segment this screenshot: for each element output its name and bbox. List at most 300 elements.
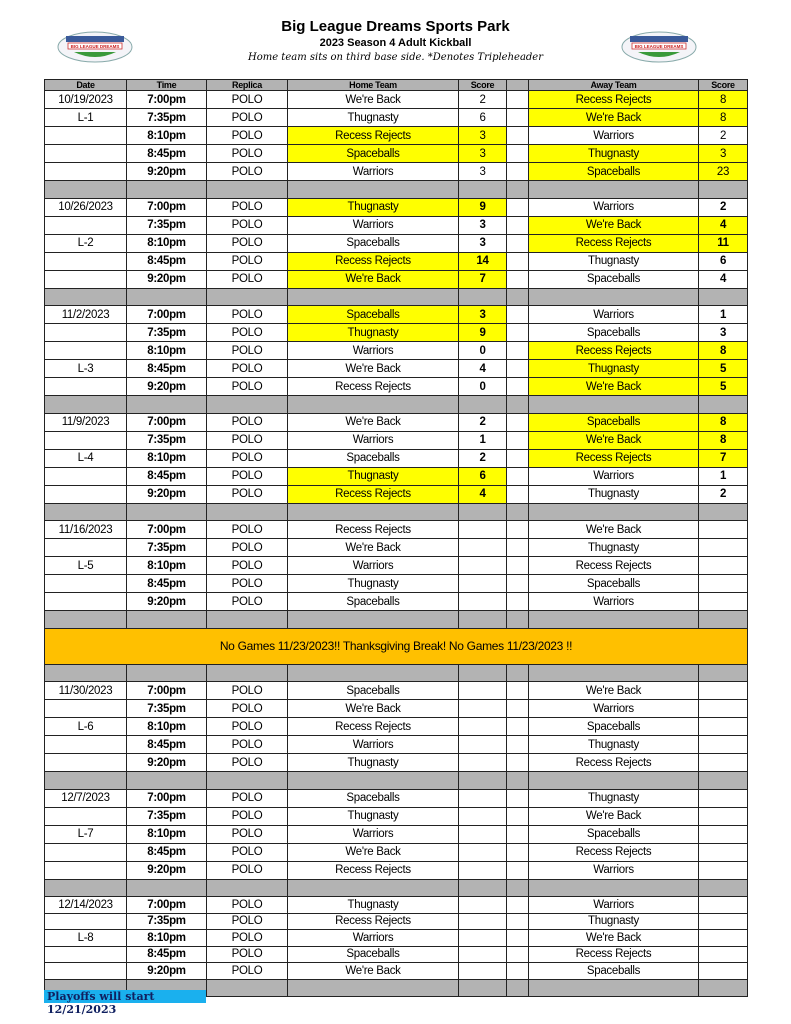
- game-row: [45, 736, 748, 754]
- away-team: Warriors: [529, 198, 699, 216]
- away-score: [699, 897, 748, 914]
- separator-cell: [288, 396, 459, 414]
- separator-cell: [288, 772, 459, 790]
- away-score: [699, 575, 748, 593]
- away-score: [699, 754, 748, 772]
- separator-cell: [459, 611, 507, 629]
- field-name: POLO: [207, 682, 288, 700]
- game-row: [45, 252, 748, 270]
- field-name: POLO: [207, 946, 288, 963]
- separator-cell: [459, 503, 507, 521]
- game-time: 7:00pm: [127, 198, 207, 216]
- page-title: Big League Dreams Sports Park: [281, 18, 510, 35]
- field-name: POLO: [207, 897, 288, 914]
- home-team: Warriors: [288, 342, 459, 360]
- date-cell: [45, 963, 127, 980]
- field-name: POLO: [207, 467, 288, 485]
- away-team: Warriors: [529, 467, 699, 485]
- game-time: 9:20pm: [127, 754, 207, 772]
- separator-row: [45, 664, 748, 682]
- away-score: [699, 963, 748, 980]
- field-name: POLO: [207, 91, 288, 109]
- game-time: 7:00pm: [127, 521, 207, 539]
- separator-cell: [207, 611, 288, 629]
- date-cell: [45, 431, 127, 449]
- away-score: [699, 825, 748, 843]
- separator-cell: [529, 181, 699, 199]
- column-header: Score: [459, 80, 507, 91]
- game-row: [45, 109, 748, 127]
- away-team: Recess Rejects: [529, 557, 699, 575]
- separator-cell: [507, 288, 529, 306]
- away-team: Spaceballs: [529, 163, 699, 181]
- date-cell: [45, 913, 127, 930]
- away-score: 5: [699, 378, 748, 396]
- spacer-cell: [507, 198, 529, 216]
- field-name: POLO: [207, 843, 288, 861]
- week-label: L-2: [45, 234, 127, 252]
- home-team: Warriors: [288, 930, 459, 947]
- separator-cell: [529, 772, 699, 790]
- game-row: [45, 913, 748, 930]
- spacer-cell: [507, 897, 529, 914]
- game-time: 8:45pm: [127, 843, 207, 861]
- away-score: 6: [699, 252, 748, 270]
- season-subtitle: 2023 Season 4 Adult Kickball: [319, 37, 472, 49]
- separator-cell: [288, 181, 459, 199]
- game-row: [45, 467, 748, 485]
- away-score: 5: [699, 360, 748, 378]
- home-score: 9: [459, 198, 507, 216]
- game-row: [45, 789, 748, 807]
- away-team: Thugnasty: [529, 360, 699, 378]
- away-team: Warriors: [529, 861, 699, 879]
- home-team: Spaceballs: [288, 789, 459, 807]
- home-score: 2: [459, 413, 507, 431]
- field-name: POLO: [207, 521, 288, 539]
- field-name: POLO: [207, 360, 288, 378]
- game-time: 8:45pm: [127, 360, 207, 378]
- separator-cell: [207, 979, 288, 997]
- separator-cell: [207, 879, 288, 897]
- home-score: [459, 963, 507, 980]
- home-score: [459, 930, 507, 947]
- away-score: 3: [699, 145, 748, 163]
- away-team: We're Back: [529, 521, 699, 539]
- week-date: 12/7/2023: [45, 789, 127, 807]
- separator-cell: [127, 396, 207, 414]
- home-score: 2: [459, 449, 507, 467]
- separator-cell: [507, 503, 529, 521]
- field-name: POLO: [207, 127, 288, 145]
- separator-cell: [699, 503, 748, 521]
- separator-row: [45, 879, 748, 897]
- spacer-cell: [507, 234, 529, 252]
- away-team: We're Back: [529, 431, 699, 449]
- field-name: POLO: [207, 485, 288, 503]
- spacer-cell: [507, 913, 529, 930]
- away-score: 8: [699, 431, 748, 449]
- away-team: Spaceballs: [529, 575, 699, 593]
- field-name: POLO: [207, 700, 288, 718]
- field-name: POLO: [207, 754, 288, 772]
- field-name: POLO: [207, 593, 288, 611]
- separator-cell: [699, 611, 748, 629]
- home-team: Thugnasty: [288, 198, 459, 216]
- spacer-cell: [507, 145, 529, 163]
- game-row: [45, 378, 748, 396]
- separator-cell: [127, 772, 207, 790]
- spacer-cell: [507, 736, 529, 754]
- home-score: [459, 593, 507, 611]
- game-time: 8:45pm: [127, 575, 207, 593]
- separator-cell: [699, 879, 748, 897]
- separator-cell: [459, 288, 507, 306]
- away-team: We're Back: [529, 378, 699, 396]
- column-header: Time: [127, 80, 207, 91]
- home-score: 0: [459, 342, 507, 360]
- game-time: 9:20pm: [127, 163, 207, 181]
- home-team: Recess Rejects: [288, 861, 459, 879]
- separator-cell: [529, 288, 699, 306]
- home-team: Recess Rejects: [288, 485, 459, 503]
- away-team: We're Back: [529, 682, 699, 700]
- away-score: [699, 807, 748, 825]
- away-score: 2: [699, 127, 748, 145]
- game-time: 7:00pm: [127, 306, 207, 324]
- home-team: Thugnasty: [288, 575, 459, 593]
- away-team: Warriors: [529, 897, 699, 914]
- away-score: [699, 593, 748, 611]
- separator-cell: [459, 772, 507, 790]
- field-name: POLO: [207, 930, 288, 947]
- week-date: 12/14/2023: [45, 897, 127, 914]
- game-time: 8:10pm: [127, 234, 207, 252]
- game-row: [45, 946, 748, 963]
- separator-cell: [507, 664, 529, 682]
- separator-cell: [127, 503, 207, 521]
- away-team: Thugnasty: [529, 913, 699, 930]
- separator-cell: [207, 503, 288, 521]
- home-score: [459, 861, 507, 879]
- home-score: [459, 557, 507, 575]
- game-row: [45, 449, 748, 467]
- spacer-cell: [507, 825, 529, 843]
- home-team: Spaceballs: [288, 449, 459, 467]
- home-team: We're Back: [288, 539, 459, 557]
- date-cell: [45, 163, 127, 181]
- away-score: 2: [699, 485, 748, 503]
- separator-cell: [45, 396, 127, 414]
- game-row: [45, 485, 748, 503]
- separator-cell: [45, 664, 127, 682]
- away-score: [699, 930, 748, 947]
- separator-cell: [288, 503, 459, 521]
- game-time: 8:10pm: [127, 127, 207, 145]
- game-time: 9:20pm: [127, 861, 207, 879]
- separator-cell: [459, 396, 507, 414]
- spacer-cell: [507, 413, 529, 431]
- home-score: [459, 521, 507, 539]
- game-time: 7:35pm: [127, 324, 207, 342]
- home-score: 2: [459, 91, 507, 109]
- game-time: 7:00pm: [127, 789, 207, 807]
- date-cell: [45, 270, 127, 288]
- away-team: Warriors: [529, 306, 699, 324]
- away-score: [699, 539, 748, 557]
- away-team: We're Back: [529, 109, 699, 127]
- game-time: 7:00pm: [127, 413, 207, 431]
- game-row: [45, 216, 748, 234]
- away-score: [699, 789, 748, 807]
- field-name: POLO: [207, 557, 288, 575]
- date-cell: [45, 946, 127, 963]
- home-score: 3: [459, 163, 507, 181]
- home-team: Warriors: [288, 216, 459, 234]
- game-row: [45, 897, 748, 914]
- away-score: [699, 946, 748, 963]
- field-name: POLO: [207, 378, 288, 396]
- game-row: [45, 91, 748, 109]
- away-score: [699, 861, 748, 879]
- field-name: POLO: [207, 789, 288, 807]
- game-time: 7:35pm: [127, 109, 207, 127]
- game-time: 7:35pm: [127, 539, 207, 557]
- field-name: POLO: [207, 342, 288, 360]
- away-team: Thugnasty: [529, 736, 699, 754]
- spacer-cell: [507, 91, 529, 109]
- separator-cell: [699, 979, 748, 997]
- field-name: POLO: [207, 252, 288, 270]
- game-row: [45, 306, 748, 324]
- separator-row: [45, 288, 748, 306]
- game-row: [45, 431, 748, 449]
- separator-cell: [529, 503, 699, 521]
- spacer-cell: [507, 593, 529, 611]
- home-score: [459, 539, 507, 557]
- separator-row: [45, 181, 748, 199]
- home-team: Recess Rejects: [288, 378, 459, 396]
- game-time: 8:45pm: [127, 252, 207, 270]
- separator-cell: [699, 396, 748, 414]
- away-score: [699, 682, 748, 700]
- field-name: POLO: [207, 413, 288, 431]
- home-team: We're Back: [288, 700, 459, 718]
- game-row: [45, 963, 748, 980]
- field-name: POLO: [207, 145, 288, 163]
- spacer-cell: [507, 700, 529, 718]
- field-name: POLO: [207, 736, 288, 754]
- away-team: Thugnasty: [529, 789, 699, 807]
- game-time: 7:35pm: [127, 913, 207, 930]
- home-score: [459, 718, 507, 736]
- away-team: We're Back: [529, 930, 699, 947]
- game-row: [45, 557, 748, 575]
- week-date: 11/16/2023: [45, 521, 127, 539]
- away-team: Recess Rejects: [529, 449, 699, 467]
- field-name: POLO: [207, 861, 288, 879]
- spacer-cell: [507, 360, 529, 378]
- home-score: [459, 843, 507, 861]
- date-cell: [45, 127, 127, 145]
- date-cell: [45, 593, 127, 611]
- away-score: 8: [699, 91, 748, 109]
- away-team: Warriors: [529, 700, 699, 718]
- week-date: 10/19/2023: [45, 91, 127, 109]
- game-time: 7:35pm: [127, 216, 207, 234]
- away-score: 3: [699, 324, 748, 342]
- home-team: Thugnasty: [288, 807, 459, 825]
- home-score: 3: [459, 127, 507, 145]
- spacer-cell: [507, 718, 529, 736]
- away-team: Spaceballs: [529, 963, 699, 980]
- away-team: Recess Rejects: [529, 342, 699, 360]
- away-team: Thugnasty: [529, 539, 699, 557]
- date-cell: [45, 216, 127, 234]
- separator-row: [45, 611, 748, 629]
- week-label: L-4: [45, 449, 127, 467]
- separator-row: [45, 772, 748, 790]
- home-score: [459, 825, 507, 843]
- game-time: 9:20pm: [127, 378, 207, 396]
- game-row: [45, 843, 748, 861]
- separator-cell: [127, 879, 207, 897]
- date-cell: [45, 754, 127, 772]
- away-team: Spaceballs: [529, 413, 699, 431]
- column-header: [507, 80, 529, 91]
- separator-cell: [127, 181, 207, 199]
- spacer-cell: [507, 467, 529, 485]
- home-team: Recess Rejects: [288, 718, 459, 736]
- home-score: [459, 700, 507, 718]
- spacer-cell: [507, 216, 529, 234]
- spacer-cell: [507, 575, 529, 593]
- field-name: POLO: [207, 234, 288, 252]
- field-name: POLO: [207, 807, 288, 825]
- game-time: 9:20pm: [127, 270, 207, 288]
- game-row: [45, 754, 748, 772]
- game-time: 8:45pm: [127, 467, 207, 485]
- table-header: [45, 80, 748, 91]
- home-score: 1: [459, 431, 507, 449]
- separator-cell: [507, 181, 529, 199]
- game-row: [45, 807, 748, 825]
- date-cell: [45, 342, 127, 360]
- away-score: [699, 913, 748, 930]
- separator-cell: [127, 664, 207, 682]
- away-team: Spaceballs: [529, 324, 699, 342]
- column-header: Replica: [207, 80, 288, 91]
- home-team: Thugnasty: [288, 754, 459, 772]
- spacer-cell: [507, 963, 529, 980]
- home-score: 3: [459, 306, 507, 324]
- home-team: We're Back: [288, 91, 459, 109]
- home-score: 7: [459, 270, 507, 288]
- spacer-cell: [507, 843, 529, 861]
- separator-cell: [699, 772, 748, 790]
- away-score: 1: [699, 467, 748, 485]
- spacer-cell: [507, 861, 529, 879]
- spacer-cell: [507, 342, 529, 360]
- home-team: Spaceballs: [288, 593, 459, 611]
- notice-row: [45, 628, 748, 664]
- game-row: [45, 521, 748, 539]
- week-date: 10/26/2023: [45, 198, 127, 216]
- game-row: [45, 682, 748, 700]
- game-row: [45, 127, 748, 145]
- game-time: 8:10pm: [127, 449, 207, 467]
- game-row: [45, 342, 748, 360]
- spacer-cell: [507, 789, 529, 807]
- separator-cell: [45, 288, 127, 306]
- home-team: Warriors: [288, 825, 459, 843]
- home-team: Warriors: [288, 431, 459, 449]
- date-cell: [45, 807, 127, 825]
- spacer-cell: [507, 324, 529, 342]
- home-team: We're Back: [288, 270, 459, 288]
- home-team: Recess Rejects: [288, 521, 459, 539]
- schedule-table: [44, 79, 748, 997]
- game-row: [45, 234, 748, 252]
- away-score: 8: [699, 342, 748, 360]
- home-score: [459, 682, 507, 700]
- field-name: POLO: [207, 163, 288, 181]
- field-name: POLO: [207, 718, 288, 736]
- separator-cell: [207, 772, 288, 790]
- spacer-cell: [507, 378, 529, 396]
- separator-cell: [699, 181, 748, 199]
- date-cell: [45, 843, 127, 861]
- field-name: POLO: [207, 306, 288, 324]
- spacer-cell: [507, 163, 529, 181]
- home-score: [459, 897, 507, 914]
- away-team: Spaceballs: [529, 270, 699, 288]
- spacer-cell: [507, 807, 529, 825]
- home-score: 0: [459, 378, 507, 396]
- spacer-cell: [507, 252, 529, 270]
- week-label: L-8: [45, 930, 127, 947]
- spacer-cell: [507, 306, 529, 324]
- game-time: 9:20pm: [127, 963, 207, 980]
- game-time: 7:00pm: [127, 897, 207, 914]
- home-score: [459, 575, 507, 593]
- home-score: 14: [459, 252, 507, 270]
- week-date: 11/30/2023: [45, 682, 127, 700]
- home-score: 9: [459, 324, 507, 342]
- spacer-cell: [507, 930, 529, 947]
- home-score: 6: [459, 467, 507, 485]
- field-name: POLO: [207, 431, 288, 449]
- home-team: Spaceballs: [288, 306, 459, 324]
- away-team: Recess Rejects: [529, 843, 699, 861]
- home-score: [459, 754, 507, 772]
- game-time: 7:00pm: [127, 91, 207, 109]
- game-row: [45, 930, 748, 947]
- home-score: [459, 789, 507, 807]
- home-team: Thugnasty: [288, 324, 459, 342]
- home-score: [459, 913, 507, 930]
- date-cell: [45, 861, 127, 879]
- svg-text:BIG LEAGUE DREAMS: BIG LEAGUE DREAMS: [634, 44, 684, 49]
- home-team: Recess Rejects: [288, 913, 459, 930]
- home-score: 3: [459, 234, 507, 252]
- away-score: 4: [699, 216, 748, 234]
- date-cell: [45, 252, 127, 270]
- game-time: 9:20pm: [127, 485, 207, 503]
- separator-cell: [288, 879, 459, 897]
- week-label: L-3: [45, 360, 127, 378]
- home-team: Warriors: [288, 163, 459, 181]
